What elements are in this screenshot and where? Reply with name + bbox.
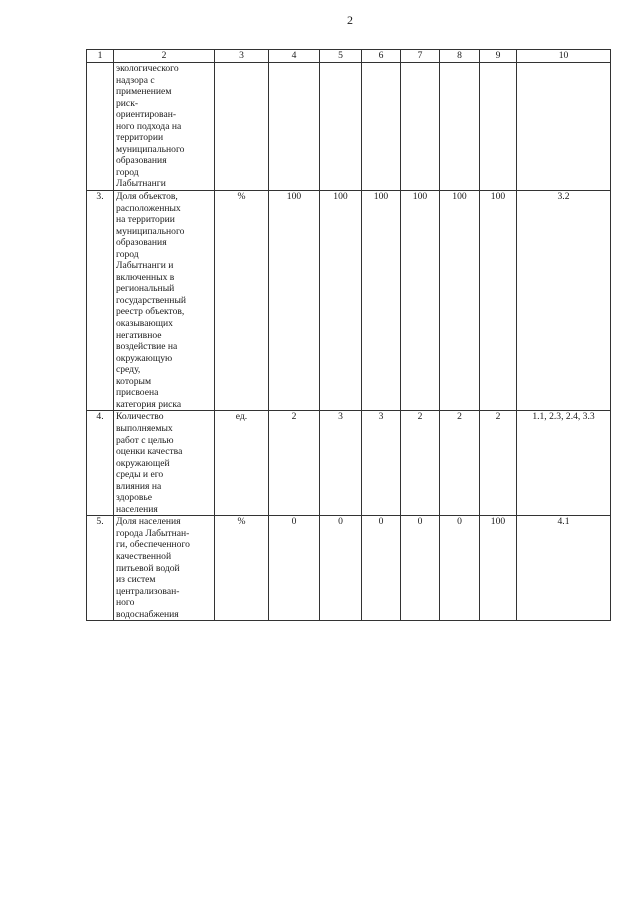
indicator-name-line: ного подхода на <box>116 120 182 132</box>
indicator-name-line: расположенных <box>116 202 181 214</box>
indicator-name-cell <box>114 63 215 191</box>
unit-cell: % <box>215 191 269 411</box>
indicators-table <box>86 49 611 621</box>
value-cell: 2 <box>269 411 320 516</box>
indicator-name-line: города Лабытнан- <box>116 527 190 539</box>
indicator-name-line: город <box>116 248 139 260</box>
indicator-name-line: муниципального <box>116 225 185 237</box>
value-cell <box>401 63 440 191</box>
indicator-name-line: Лабытнанги и <box>116 260 174 272</box>
value-cell: 2 <box>480 411 517 516</box>
indicator-name-line: надзора с <box>116 74 155 86</box>
indicator-name-line: выполняемых <box>116 422 173 434</box>
indicator-name-line: реестр объектов, <box>116 306 185 318</box>
value-cell: 100 <box>401 191 440 411</box>
table-row <box>87 63 611 191</box>
indicator-name-line: город <box>116 166 139 178</box>
header-cell: 9 <box>480 50 517 63</box>
value-cell <box>269 63 320 191</box>
indicator-name-line: риск- <box>116 97 139 109</box>
page-number: 2 <box>347 13 353 27</box>
row-number-cell: 4. <box>87 411 114 516</box>
header-cell: 3 <box>215 50 269 63</box>
indicator-name-line: образования <box>116 237 167 249</box>
table-row <box>87 411 611 516</box>
indicator-name-line: региональный <box>116 283 175 295</box>
unit-cell: ед. <box>215 411 269 516</box>
value-cell: 0 <box>401 516 440 621</box>
indicator-name-line: из систем <box>116 574 156 586</box>
indicator-name-line: здоровье <box>116 492 153 504</box>
value-cell: 100 <box>440 191 480 411</box>
value-cell: 0 <box>269 516 320 621</box>
indicator-name-line: негативное <box>116 329 162 341</box>
indicator-name-line: воздействие на <box>116 341 178 353</box>
value-cell <box>320 63 362 191</box>
indicator-name-line: оказывающих <box>116 318 173 330</box>
row-number-cell: 5. <box>87 516 114 621</box>
header-cell: 5 <box>320 50 362 63</box>
indicator-name-line: централизован- <box>116 585 180 597</box>
value-cell: 100 <box>362 191 401 411</box>
indicator-name-cell <box>114 411 215 516</box>
header-cell: 10 <box>517 50 611 63</box>
indicator-name-line: категория риска <box>116 398 182 410</box>
reference-cell: 3.2 <box>517 191 611 411</box>
reference-cell: 1.1, 2.3, 2.4, 3.3 <box>517 411 611 516</box>
indicator-name-line: которым <box>116 375 152 387</box>
header-cell: 6 <box>362 50 401 63</box>
row-number-cell: 3. <box>87 191 114 411</box>
indicator-name-line: водоснабжения <box>116 608 179 620</box>
value-cell: 100 <box>480 516 517 621</box>
value-cell: 100 <box>269 191 320 411</box>
reference-cell <box>517 63 611 191</box>
indicator-name-line: населения <box>116 503 158 515</box>
value-cell <box>362 63 401 191</box>
indicator-name-line: ориентирован- <box>116 109 177 121</box>
table-header-row <box>87 50 611 63</box>
indicator-name-line: работ с целью <box>116 434 174 446</box>
indicator-name-line: среды и его <box>116 469 164 481</box>
indicator-name-line: ного <box>116 597 135 609</box>
header-cell: 7 <box>401 50 440 63</box>
header-cell: 4 <box>269 50 320 63</box>
table-row <box>87 516 611 621</box>
indicator-name-line: Количество <box>116 411 164 423</box>
value-cell <box>480 63 517 191</box>
indicator-name-line: образования <box>116 155 167 167</box>
indicator-name-line: влияния на <box>116 480 162 492</box>
unit-cell <box>215 63 269 191</box>
value-cell: 100 <box>480 191 517 411</box>
value-cell: 0 <box>320 516 362 621</box>
value-cell: 0 <box>362 516 401 621</box>
indicator-name-line: оценки качества <box>116 446 183 458</box>
value-cell: 0 <box>440 516 480 621</box>
indicator-name-line: включенных в <box>116 271 175 283</box>
row-number-cell <box>87 63 114 191</box>
indicator-name-line: на территории <box>116 214 175 226</box>
indicator-name-line: муниципального <box>116 143 185 155</box>
value-cell: 3 <box>320 411 362 516</box>
indicator-name-line: территории <box>116 132 164 144</box>
indicator-name-line: Доля объектов, <box>116 191 178 203</box>
header-cell: 1 <box>87 50 114 63</box>
value-cell: 2 <box>401 411 440 516</box>
value-cell: 100 <box>320 191 362 411</box>
indicator-name-line: среду, <box>116 364 141 376</box>
indicator-name-line: ги, обеспеченного <box>116 539 190 551</box>
indicator-name-line: Лабытнанги <box>116 178 166 190</box>
indicator-name-line: экологического <box>116 63 179 74</box>
reference-cell: 4.1 <box>517 516 611 621</box>
unit-cell: % <box>215 516 269 621</box>
indicator-name-cell <box>114 516 215 621</box>
indicator-name-cell <box>114 191 215 411</box>
indicator-name-line: окружающей <box>116 457 170 469</box>
indicator-name-line: государственный <box>116 294 187 306</box>
indicator-name-line: применением <box>116 86 172 98</box>
indicator-name-line: качественной <box>116 550 172 562</box>
value-cell: 3 <box>362 411 401 516</box>
header-cell: 2 <box>114 50 215 63</box>
value-cell <box>440 63 480 191</box>
value-cell: 2 <box>440 411 480 516</box>
table-row <box>87 191 611 411</box>
indicator-name-line: присвоена <box>116 387 159 399</box>
header-cell: 8 <box>440 50 480 63</box>
indicator-name-line: питьевой водой <box>116 562 180 574</box>
indicator-name-line: Доля населения <box>116 516 181 528</box>
indicator-name-line: окружающую <box>116 352 173 364</box>
